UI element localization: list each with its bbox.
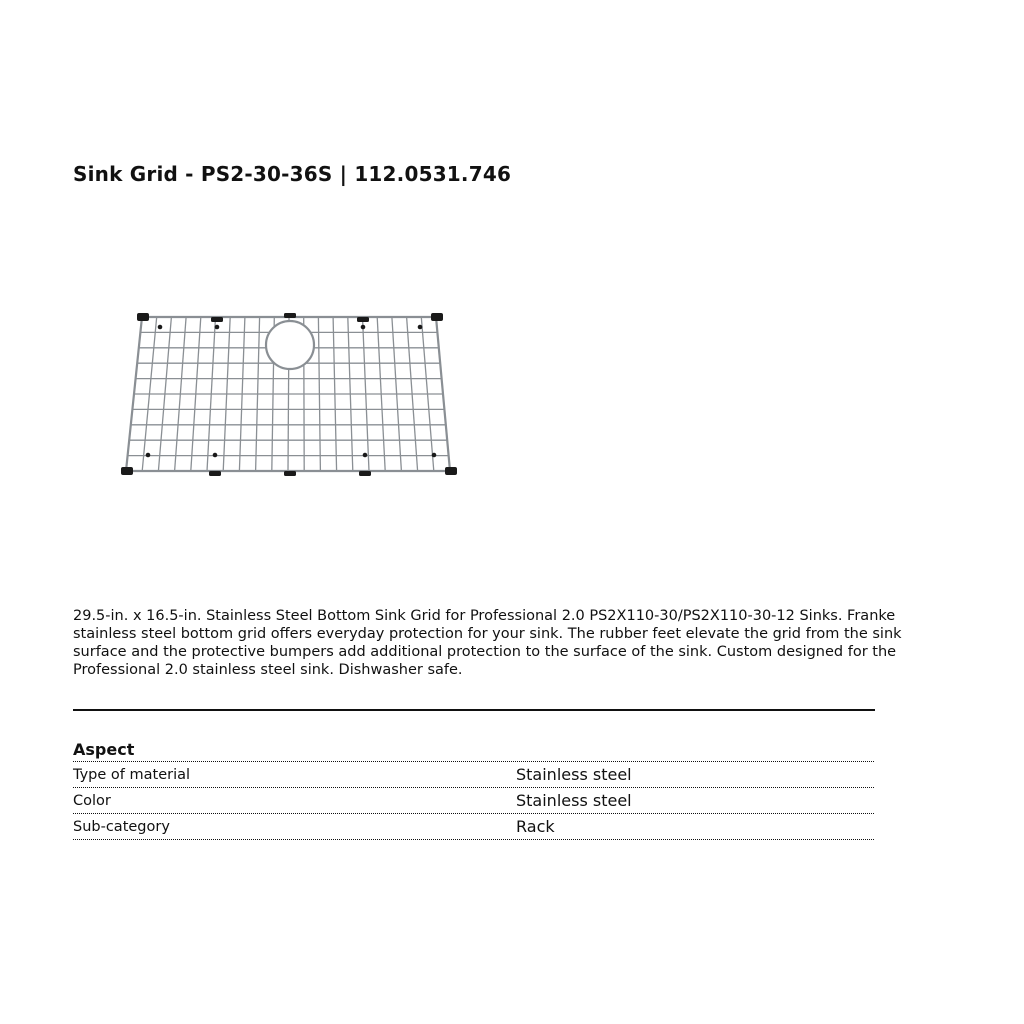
rubber-bumper <box>359 471 371 476</box>
product-description: 29.5-in. x 16.5-in. Stainless Steel Bottom Sink Grid for Professional 2.0 PS2X110-30/PS2X110-30-12 Sinks. Franke stainless steel bottom grid offers everyday protection for your sink. The rubber feet elevate the grid from the sink surface and the protective bumpers add additional protection to the surface of the sink. Custom designed for the Professional 2.0 stainless steel sink. Dishwasher safe. <box>73 608 902 678</box>
rubber-foot <box>361 325 366 330</box>
rubber-foot <box>146 453 151 458</box>
rubber-foot <box>158 325 163 330</box>
rubber-bumper <box>284 471 296 476</box>
section-divider <box>73 709 875 711</box>
rubber-bumper <box>209 471 221 476</box>
spec-label: Sub-category <box>73 819 170 835</box>
specs-heading: Aspect <box>73 739 874 762</box>
rubber-bumper <box>121 467 133 475</box>
rubber-foot <box>213 453 218 458</box>
rubber-foot <box>418 325 423 330</box>
rubber-bumper <box>137 313 149 321</box>
rubber-foot <box>432 453 437 458</box>
spec-label: Color <box>73 793 111 809</box>
spec-value: Stainless steel <box>516 791 632 810</box>
spec-row <box>73 815 874 840</box>
rubber-bumper <box>445 467 457 475</box>
rubber-bumper <box>431 313 443 321</box>
rubber-bumper <box>284 313 296 318</box>
rubber-foot <box>215 325 220 330</box>
spec-row <box>73 763 874 788</box>
grid-drain-opening <box>266 321 314 369</box>
spec-value: Stainless steel <box>516 765 632 784</box>
rubber-bumper <box>211 317 223 322</box>
spec-label: Type of material <box>73 767 191 783</box>
rubber-bumper <box>357 317 369 322</box>
product-image-sink-grid <box>120 305 460 485</box>
page-title: Sink Grid - PS2-30-36S | 112.0531.746 <box>73 162 512 186</box>
specs-table <box>73 739 874 840</box>
spec-row <box>73 789 874 814</box>
spec-value: Rack <box>516 817 555 836</box>
rubber-foot <box>363 453 368 458</box>
